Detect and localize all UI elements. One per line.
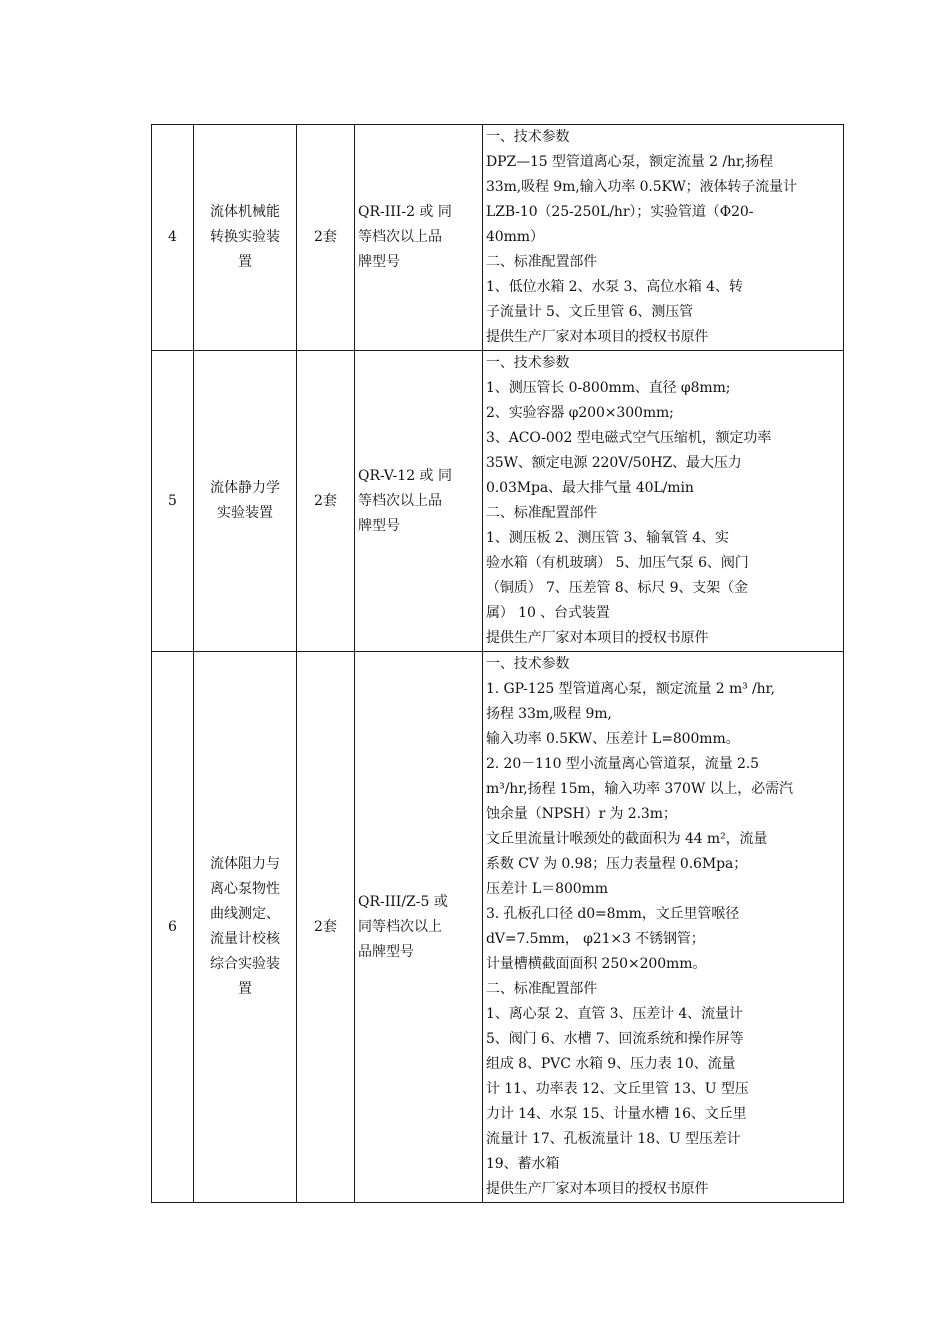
quantity-cell: 2套 [297,125,355,351]
spec-line: 二、标准配置部件 [486,254,598,270]
item-number-cell: 5 [152,351,194,652]
spec-line: 19、蓄水箱 [486,1156,560,1172]
model-line: 牌型号 [358,254,400,270]
equipment-spec-table [151,124,844,1203]
item-name-line: 转换实验装 [210,229,280,245]
spec-line: 1、离心泵 2、直管 3、压差计 4、流量计 [486,1006,743,1022]
table-row [152,652,844,1203]
spec-line: 1、测压板 2、测压管 3、输氧管 4、实 [486,530,729,546]
item-name-line: 流体静力学 [210,480,280,496]
spec-line: 2、实验容器 φ200×300mm; [486,405,674,421]
model-line: 同等档次以上 [358,918,442,935]
item-name-line: 实验装置 [217,505,273,521]
spec-line: 压差计 L＝800mm [486,881,608,897]
spec-line: 验水箱（有机玻璃） 5、加压气泵 6、阀门 [486,555,749,571]
spec-line: 一、技术参数 [486,656,570,672]
model-cell [355,351,483,652]
spec-line: 1. GP-125 型管道离心泵，额定流量 2 m³ /hr, [486,681,775,697]
spec-line: 40mm） [486,229,544,245]
spec-line: 扬程 33m,吸程 9m, [486,706,612,722]
table-row [152,125,844,351]
spec-cell [483,652,844,1203]
spec-line: 1、测压管长 0-800mm、直径 φ8mm; [486,380,731,396]
spec-line: DPZ—15 型管道离心泵，额定流量 2 /hr,扬程 [486,154,774,170]
item-name-line: 流量计校核 [210,931,280,947]
item-name-line: 曲线测定、 [210,906,280,922]
item-name-cell [194,125,297,351]
item-name-line: 离心泵物性 [210,881,280,897]
spec-line: （铜质） 7、压差管 8、标尺 9、支架（金 [486,580,748,596]
spec-line: m³/hr,扬程 15m，输入功率 370W 以上，必需汽 [486,781,793,797]
spec-line: 输入功率 0.5KW、压差计 L=800mm。 [486,731,740,747]
spec-line: 35W、额定电源 220V/50HZ、最大压力 [486,455,742,471]
spec-line: 组成 8、PVC 水箱 9、压力表 10、流量 [486,1056,736,1072]
model-line: 品牌型号 [358,943,414,960]
spec-line: LZB-10（25-250L/hr）；实验管道（Φ20- [486,204,754,220]
spec-cell [483,125,844,351]
spec-line: 计量槽横截面面积 250×200mm。 [486,956,707,972]
model-line: 等档次以上品 [358,229,442,245]
model-line: 牌型号 [358,517,400,534]
spec-line: 33m,吸程 9m,输入功率 0.5KW；液体转子流量计 [486,179,797,195]
item-name-line: 综合实验装 [210,956,280,972]
model-cell [355,652,483,1203]
spec-line: 提供生产厂家对本项目的授权书原件 [486,630,709,646]
spec-cell [483,351,844,652]
spec-line: 2. 20－110 型小流量离心管道泵，流量 2.5 [486,756,759,772]
model-line: QR-V-12 或 同 [358,467,453,484]
spec-line: 二、标准配置部件 [486,981,598,997]
table-body [152,125,844,1203]
spec-line: 一、技术参数 [486,355,570,371]
spec-line: 提供生产厂家对本项目的授权书原件 [486,1181,709,1197]
spec-line: 文丘里流量计喉颈处的截面积为 44 m²，流量 [486,831,768,847]
item-number-cell: 6 [152,652,194,1203]
spec-line: 计 11、功率表 12、文丘里管 13、U 型压 [486,1081,749,1097]
item-name-line: 流体阻力与 [210,856,280,872]
spec-line: 提供生产厂家对本项目的授权书原件 [486,329,709,345]
spec-line: 二、标准配置部件 [486,505,598,521]
quantity-cell: 2套 [297,652,355,1203]
spec-line: 0.03Mpa、最大排气量 40L/min [486,480,694,496]
spec-line: 5、阀门 6、水槽 7、回流系统和操作屏等 [486,1031,744,1047]
item-number-cell: 4 [152,125,194,351]
quantity-cell: 2套 [297,351,355,652]
model-line: QR-III-2 或 同 [358,204,452,220]
spec-line: 子流量计 5、文丘里管 6、测压管 [486,304,694,320]
spec-line: 3. 孔板孔口径 d0=8mm，文丘里管喉径 [486,906,740,922]
spec-line: 1、低位水箱 2、水泵 3、高位水箱 4、转 [486,279,743,295]
spec-line: 蚀余量（NPSH）r 为 2.3m； [486,806,677,822]
spec-line: 力计 14、水泵 15、计量水槽 16、文丘里 [486,1106,747,1122]
item-name-cell [194,351,297,652]
spec-line: 3、ACO-002 型电磁式空气压缩机，额定功率 [486,430,772,446]
table-row [152,351,844,652]
model-line: QR-III/Z-5 或 [358,893,448,910]
spec-line: 系数 CV 为 0.98；压力表量程 0.6Mpa； [486,856,748,872]
spec-line: dV=7.5mm， φ21×3 不锈钢管； [486,931,705,947]
item-name-cell [194,652,297,1203]
model-line: 等档次以上品 [358,492,442,509]
item-name-line: 置 [238,254,252,270]
item-name-line: 置 [238,981,252,997]
spec-line: 一、技术参数 [486,129,570,145]
spec-line: 属） 10 、台式装置 [486,605,610,621]
item-name-line: 流体机械能 [210,204,280,220]
spec-line: 流量计 17、孔板流量计 18、U 型压差计 [486,1131,741,1147]
model-cell [355,125,483,351]
